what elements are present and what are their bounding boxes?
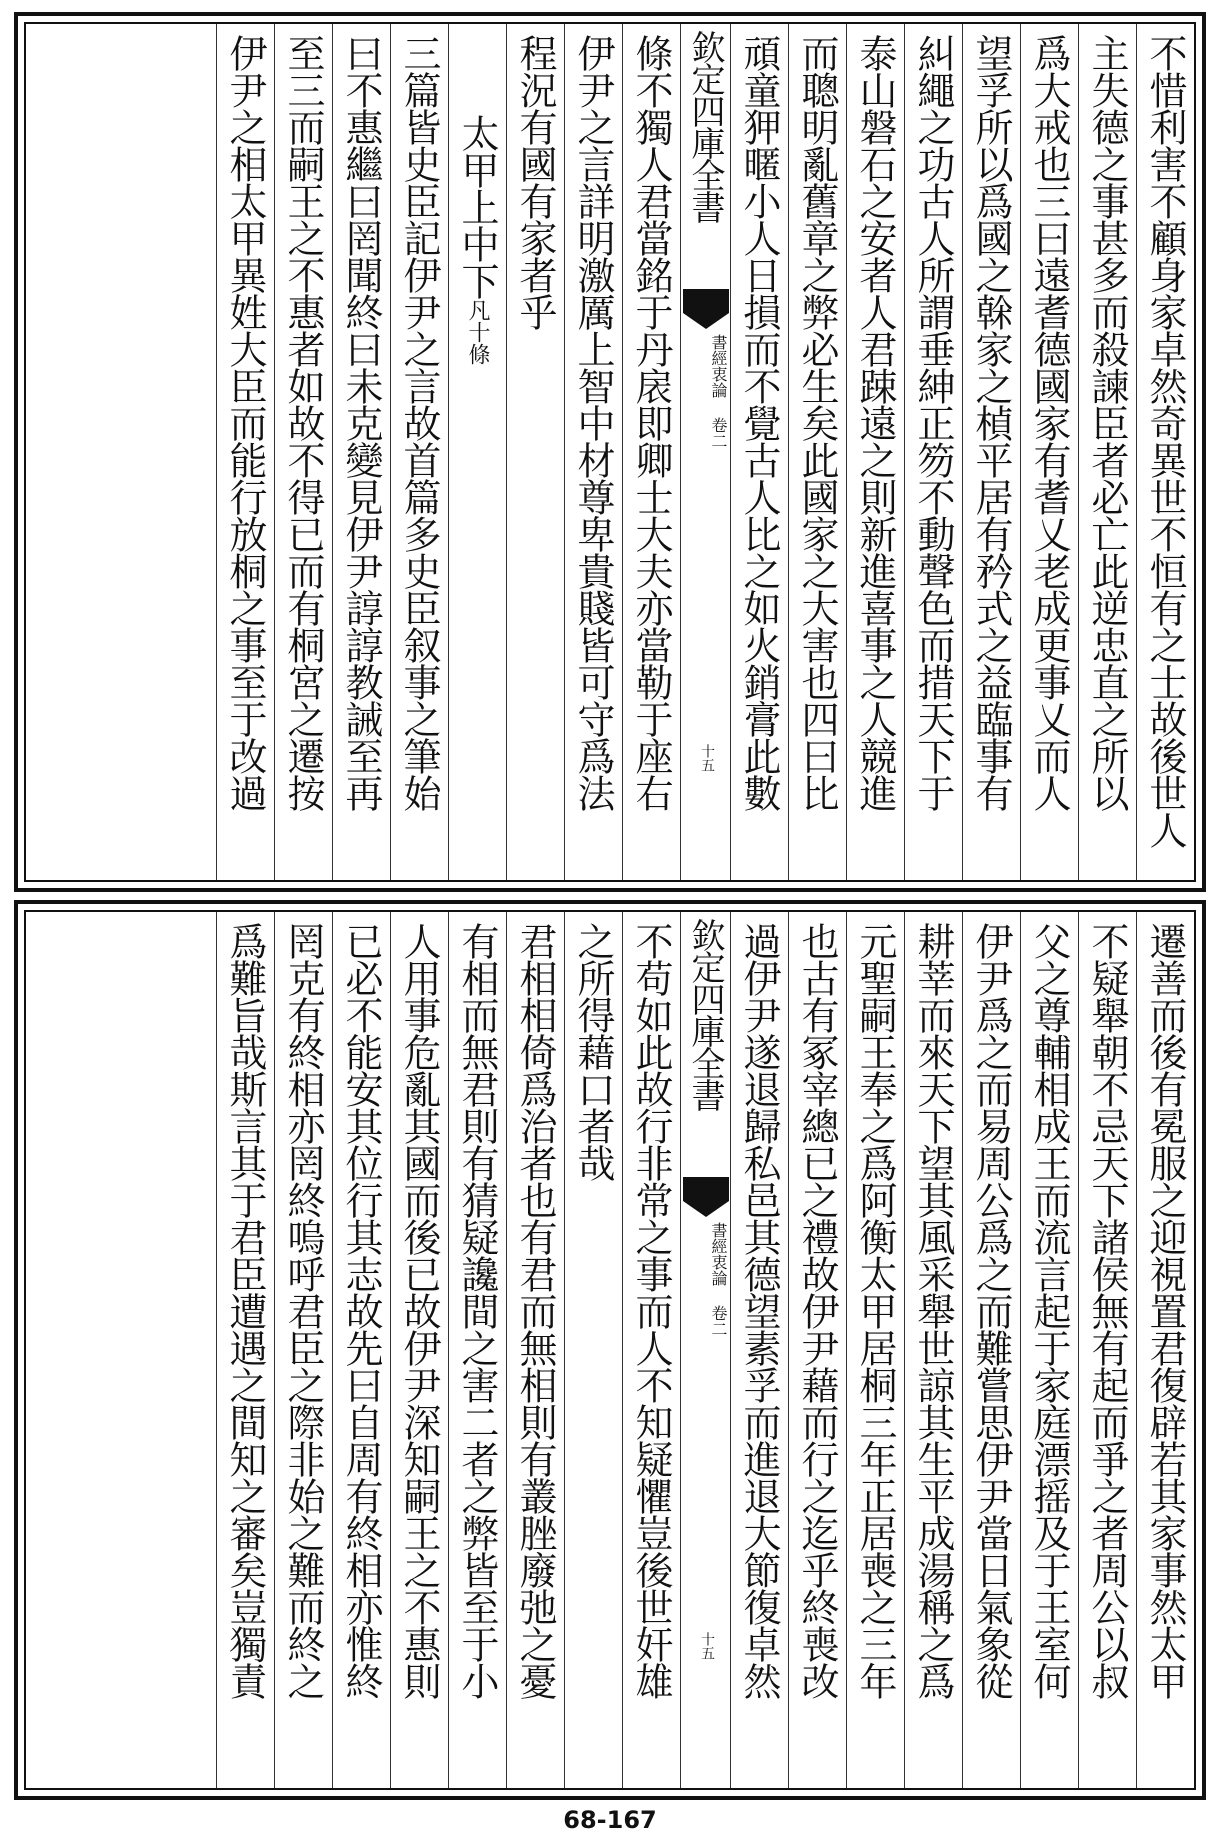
- column-text: 爲大戒也三曰遠耆德國家有耆乂老成更事乂而人: [1027, 34, 1071, 811]
- text-column: [904, 24, 962, 880]
- text-column: [730, 912, 788, 1788]
- text-column: [216, 912, 274, 1788]
- top-page-columns: [26, 24, 1194, 880]
- volume-number: 卷二: [709, 398, 728, 449]
- column-text: 糾繩之功古人所謂垂紳正笏不動聲色而措天下于: [911, 34, 955, 811]
- column-text: 三篇皆史臣記伊尹之言故首篇多史臣叙事之筆始: [397, 34, 441, 811]
- work-title: 書經衷論: [709, 1222, 728, 1286]
- column-text: 曰不惠繼曰罔聞終曰未克變見伊尹諄諄教誡至再: [339, 34, 383, 811]
- column-text: 程況有國有家者乎: [513, 34, 557, 330]
- volume-label: [683, 1222, 729, 1337]
- volume-label: [683, 334, 729, 449]
- text-column: [1078, 24, 1136, 880]
- text-column: [904, 912, 962, 1788]
- fishtail-mark: [683, 289, 729, 329]
- text-column: [390, 24, 448, 880]
- text-column: [1078, 912, 1136, 1788]
- text-column: [730, 24, 788, 880]
- column-text: 而聰明亂舊章之弊必生矣此國家之大害也四曰比: [795, 34, 839, 811]
- column-text: 也古有冢宰總已之禮故伊尹藉而行之迄乎終喪改: [795, 922, 839, 1699]
- text-column: [506, 912, 564, 1788]
- column-text: 父之尊輔相成王而流言起于家庭漂摇及于王室何: [1027, 922, 1071, 1699]
- column-text: 望孚所以爲國之榦家之楨平居有矜式之益臨事有: [969, 34, 1013, 811]
- center-fold-column: [680, 912, 730, 1788]
- column-text: 伊尹之言詳明激厲上智中材尊卑貴賤皆可守爲法: [571, 34, 615, 811]
- text-column: [846, 912, 904, 1788]
- column-text: 已必不能安其位行其志故先曰自周有終相亦惟終: [339, 922, 383, 1699]
- column-text: 耕莘而來天下望其風采舉世諒其生平成湯稱之爲: [911, 922, 955, 1699]
- text-column: [506, 24, 564, 880]
- bottom-page-columns: [26, 912, 1194, 1788]
- book-title: 欽定四庫全書: [685, 918, 725, 1110]
- work-title: 書經衷論: [709, 334, 728, 398]
- annotation-note: 凡十條: [465, 299, 490, 365]
- column-text: 人用事危亂其國而後已故伊尹深知嗣王之不惠則: [397, 922, 441, 1699]
- text-column: [564, 24, 622, 880]
- text-column: [448, 912, 506, 1788]
- text-column: [622, 24, 680, 880]
- column-text: 過伊尹遂退歸私邑其德望素孚而進退大節復卓然: [737, 922, 781, 1699]
- text-column: [332, 912, 390, 1788]
- column-text: 之所得藉口者哉: [571, 922, 615, 1181]
- top-page-frame: [24, 22, 1196, 882]
- text-column: [274, 24, 332, 880]
- column-text: 主失德之事甚多而殺諫臣者必亡此逆忠直之所以: [1085, 34, 1129, 811]
- bottom-page: [14, 900, 1206, 1800]
- leaf-number: 十五: [699, 1632, 715, 1660]
- text-column: [788, 912, 846, 1788]
- top-page: [14, 12, 1206, 892]
- column-text: 爲難旨哉斯言其于君臣遭遇之間知之審矣豈獨責: [223, 922, 267, 1699]
- text-column: [448, 24, 506, 880]
- text-column: [846, 24, 904, 880]
- fishtail-mark: [683, 1177, 729, 1217]
- leaf-number: 十五: [699, 744, 715, 772]
- volume-number: 卷二: [709, 1286, 728, 1337]
- text-column: [332, 24, 390, 880]
- column-text: 元聖嗣王奉之爲阿衡太甲居桐三年正居喪之三年: [853, 922, 897, 1699]
- column-text: 太甲上中下: [455, 114, 499, 299]
- center-fold-column: [680, 24, 730, 880]
- text-column: [390, 912, 448, 1788]
- column-text: 不疑舉朝不忌天下諸侯無有起而爭之者周公以叔: [1085, 922, 1129, 1699]
- column-text: 君相相倚爲治者也有君而無相則有叢脞廢弛之憂: [513, 922, 557, 1699]
- column-text: 遷善而後有冕服之迎視置君復辟若其家事然太甲: [1143, 922, 1187, 1699]
- text-column: [564, 912, 622, 1788]
- column-text: 伊尹爲之而易周公爲之而難嘗思伊尹當日氣象從: [969, 922, 1013, 1699]
- text-column: [274, 912, 332, 1788]
- column-text: 頑童狎暱小人日損而不覺古人比之如火銷膏此數: [737, 34, 781, 811]
- column-text: 至三而嗣王之不惠者如故不得已而有桐宮之遷按: [281, 34, 325, 811]
- column-text: 伊尹之相太甲異姓大臣而能行放桐之事至于改過: [223, 34, 267, 811]
- column-text: 條不獨人君當銘于丹扆即卿士大夫亦當勒于座右: [629, 34, 673, 811]
- column-text: 不苟如此故行非常之事而人不知疑懼豈後世奸雄: [629, 922, 673, 1699]
- column-text: 不惜利害不顧身家卓然奇異世不恒有之士故後世人: [1143, 34, 1187, 848]
- column-text: 泰山磐石之安者人君踈遠之則新進喜事之人競進: [853, 34, 897, 811]
- column-text: 有相而無君則有猜疑讒間之害二者之弊皆至于小: [455, 922, 499, 1699]
- text-column: [962, 912, 1020, 1788]
- text-column: [622, 912, 680, 1788]
- text-column: [1136, 24, 1194, 880]
- text-column: [1020, 912, 1078, 1788]
- column-text: 罔克有終相亦罔終嗚呼君臣之際非始之難而終之: [281, 922, 325, 1699]
- book-title: 欽定四庫全書: [685, 30, 725, 222]
- text-column: [962, 24, 1020, 880]
- text-column: [1136, 912, 1194, 1788]
- text-column: [788, 24, 846, 880]
- text-column: [1020, 24, 1078, 880]
- text-column: [216, 24, 274, 880]
- page-number-footer: 68-167: [563, 1806, 657, 1834]
- bottom-page-frame: [24, 910, 1196, 1790]
